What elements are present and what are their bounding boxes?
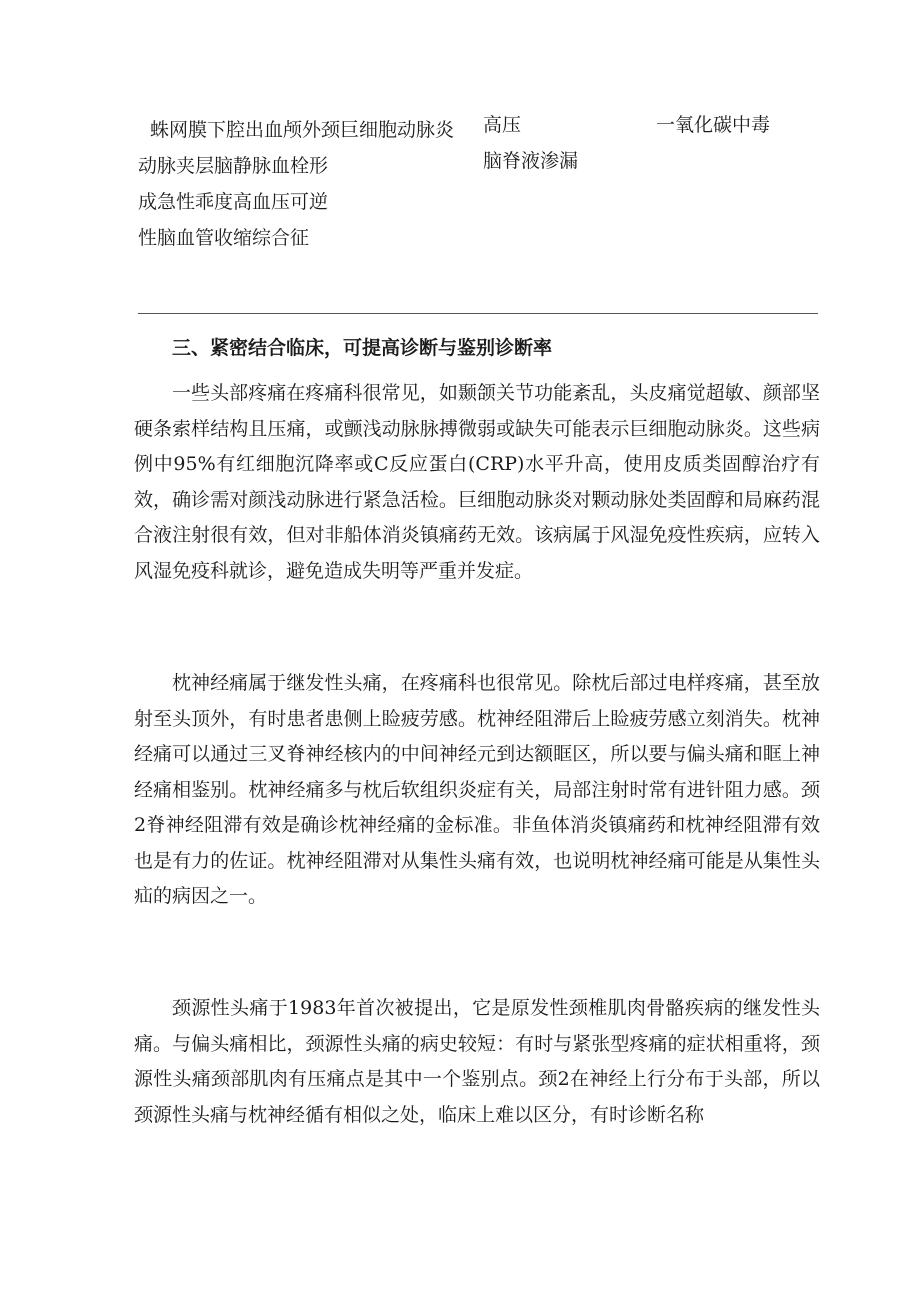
table-cell: 成急性乖度高血压可逆 [138,191,329,213]
table-cell [138,112,454,148]
table-cell: 一氧化碳中毒 [656,114,771,136]
paragraph-2: 枕神经痛属于继发性头痛，在疼痛科也很常见。除枕后部过电样疼痛，甚至放射至头顶外，有时患者患侧上睑疲劳感。枕神经阻滞后上睑疲劳感立刻消失。枕神经痛可以通过三叉脊神经核内的中间神经元到达额眶区，所以要与偏头痛和眶上神经痛相鉴别。枕神经痛多与枕后软组织炎症有关，局部注射时常有进针阻力感。颈2脊神经阻滞有效是确诊枕神经痛的金标准。非鱼体消炎镇痛药和枕神经阻滞有效也是有力的佐证。枕神经阻滞对从集性头痛有效，也说明枕神经痛可能是从集性头疝的病因之一。 [134,672,820,907]
diagnosis-table-column-3 [656,107,770,143]
table-cell-text: 蛛网膜下腔出血颅外颈 [150,119,341,141]
paragraph-1: 一些头部疼痛在疼痛科很常见，如颞颌关节功能紊乱，头皮痛觉超敏、颜部坚硬条索样结构且压痛，或颤浅动脉脉搏微弱或缺失可能表示巨细胞动脉炎。这些病例中95%有红细胞沉降率或C反应蛋白(CRP)水平升高，使用皮质类固醇治疗有效，确诊需对颜浅动脉进行紧急活检。巨细胞动脉炎对颗动脉处类固醇和局麻药混合液注射很有效，但对非船体消炎镇痛药无效。该病属于风湿免疫性疾病，应转入风湿免疫科就诊，避免造成失明等严重并发症。 [134,382,820,582]
diagnosis-table-column-2 [483,107,578,179]
table-cell-text: 巨细胞动脉炎 [340,119,455,141]
table-cell: 性脑血管收缩综合征 [138,227,310,249]
table-cell: 动脉夹层脑静脉血栓形 [138,155,329,177]
paragraph-3: 颈源性头痛于1983年首次被提出，它是原发性颈椎肌肉骨骼疾病的继发性头痛。与偏头痛相比，颈源性头痛的病史较短：有时与紧张型疼痛的症状相重将，颈源性头痛颈部肌肉有压痛点是其中一个鉴别点。颈2在神经上行分布于头部，所以颈源性头痛与枕神经循有相似之处，临床上难以区分，有时诊断名称 [134,997,820,1126]
table-cell: 脑脊液渗漏 [483,150,579,172]
horizontal-divider [138,313,818,314]
diagnosis-table-column-1 [138,112,454,256]
table-cell: 高压 [483,114,522,136]
section-heading: 三、紧密结合临床，可提高诊断与鉴别诊断率 [172,337,553,359]
